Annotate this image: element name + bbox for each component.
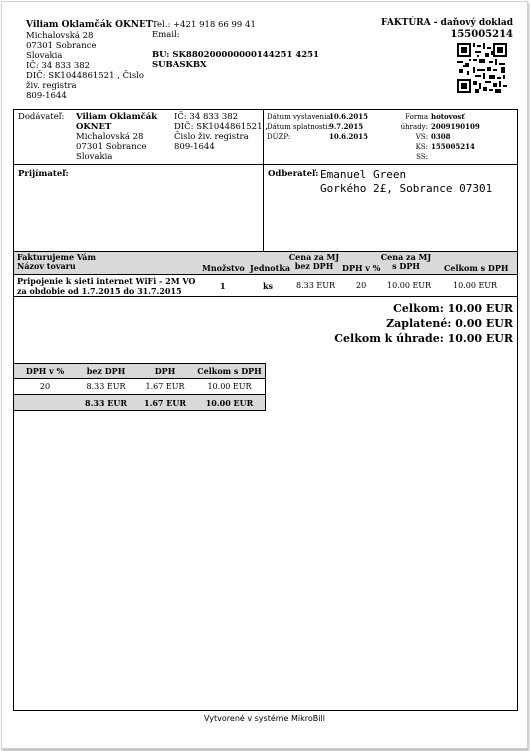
vat-rate: 20 (39, 382, 51, 391)
payment-method: hotovosť (431, 112, 465, 121)
vs-label: VS: (415, 133, 428, 141)
seller-bank-account: BU: SK880200000000144251 4251 (152, 50, 319, 60)
vat-col-rate: DPH v % (25, 366, 65, 376)
totals (334, 301, 513, 346)
recipient-label: Prijímateľ: (18, 169, 69, 179)
vat-total: 10.00 EUR (194, 379, 266, 395)
supplier-label: Dodávateľ: (18, 112, 65, 122)
duzp-date: 10.6.2015 (329, 132, 368, 141)
vat-sum-rate (14, 395, 76, 411)
due-amount: Celkom k úhrade: 10.00 EUR (334, 332, 513, 345)
supplier-ico: IČ: 34 833 382 (174, 112, 239, 122)
seller-bank (152, 50, 319, 70)
vat-sum-vat: 1.67 EUR (144, 397, 186, 408)
qr-code (457, 43, 507, 93)
vat-col-vat: DPH (154, 366, 176, 376)
items-bottom-line (14, 296, 517, 297)
supplier-reg1: Čislo živ. registra (174, 132, 249, 142)
items-header-title: Fakturujeme Vám (17, 252, 96, 262)
dates-values (329, 112, 368, 142)
vs-value: 2009190109 (431, 122, 480, 131)
due-date-label: Dátum splatnosti: (267, 123, 330, 131)
supplier-dic: DIČ: SK1044861521 , (174, 122, 268, 132)
payment-values (431, 112, 480, 152)
vat-sum-total: 10.00 EUR (194, 395, 266, 411)
ss-label: SS: (416, 153, 428, 161)
col-price (286, 253, 342, 271)
item-price: 8.33 EUR (296, 281, 335, 290)
invoice-number: 155005214 (450, 29, 513, 40)
supplier-details (76, 112, 157, 162)
invoice-title: FAKTÚRA - daňový doklad (380, 18, 513, 28)
seller-address (26, 31, 146, 101)
supplier-reg2: 809-1644 (174, 142, 215, 152)
col-total: Celkom s DPH (444, 263, 509, 273)
invoice-header (381, 18, 513, 40)
col-price-line1: Cena za MJ (288, 252, 340, 262)
item-name-line2: za obdobie od 1.7.2015 do 31.7.2015 (17, 286, 182, 296)
paid-amount: Zaplatené: 0.00 EUR (386, 317, 513, 330)
vat-col-total: Celkom s DPH (194, 364, 266, 379)
ks-value: 0308 (431, 132, 451, 141)
seller-city: 07301 Sobrance (26, 41, 97, 51)
col-price-line2: bez DPH (294, 261, 334, 271)
duzp-label: DÚZP: (267, 133, 291, 141)
supplier-city: 07301 Sobrance (76, 142, 147, 152)
vat-sum-base: 8.33 EUR (85, 397, 127, 408)
item-row-name (17, 276, 195, 296)
vat-base: 8.33 EUR (86, 382, 126, 391)
supplier-ids (174, 112, 268, 152)
item-unit: ks (263, 281, 274, 291)
seller-contact (152, 20, 256, 40)
issue-date: 10.6.2015 (329, 112, 368, 121)
dates-labels (267, 112, 333, 142)
seller-reg: 809-1644 (26, 91, 67, 101)
item-price-vat: 10.00 EUR (387, 281, 432, 290)
seller-tel: Tel.: +421 918 66 99 41 (152, 20, 256, 30)
col-price-vat (378, 253, 434, 271)
seller-bank-swift: SUBASKBX (152, 60, 207, 70)
col-name: Názov tovaru (17, 261, 76, 271)
customer-label: Odberateľ: (268, 169, 319, 179)
vat-table (14, 363, 266, 411)
seller-dic: DIČ: SK1044861521 , Čislo živ. registra (26, 71, 145, 91)
col-price-vat-line2: s DPH (392, 261, 420, 271)
divider-horizontal (13, 164, 517, 165)
vat-table-header (14, 364, 266, 379)
col-price-vat-line1: Cena za MJ (380, 252, 432, 262)
supplier-name2: OKNET (76, 122, 112, 132)
item-vat: 20 (356, 281, 367, 290)
seller-country: Slovakia (26, 51, 63, 61)
seller-street: Michalovská 28 (26, 31, 94, 41)
due-date: 9.7.2015 (329, 122, 364, 131)
seller-name: Viliam Oklamčák OKNET (26, 20, 153, 30)
item-name-line1: Pripojenie k sieti internet WiFi - 2M VO (17, 276, 196, 286)
customer-name: Emanuel Green (320, 168, 407, 181)
item-total: 10.00 EUR (453, 281, 498, 290)
item-qty: 1 (220, 281, 226, 291)
seller-ico: IČ: 34 833 382 (26, 61, 91, 71)
ss-value: 155005214 (431, 142, 475, 151)
vat-table-sum (14, 395, 266, 411)
customer-address: Gorkého 2£, Sobrance 07301 (320, 182, 493, 195)
payment-labels (378, 112, 428, 162)
col-unit: Jednotka (250, 263, 291, 273)
supplier-country: Slovakia (76, 152, 113, 162)
ks-label: KS: (415, 143, 428, 151)
col-qty: Množstvo (202, 263, 245, 273)
footer-text: Vytvorené v systéme MikroBill (204, 714, 325, 723)
supplier-name1: Viliam Oklamčák (76, 112, 158, 122)
items-header-left (17, 253, 96, 271)
vat-col-base: bez DPH (86, 366, 126, 376)
total-amount: Celkom: 10.00 EUR (393, 302, 513, 315)
seller-email: Email: (152, 30, 180, 40)
payment-label: Forma úhrady: (400, 113, 428, 131)
issue-date-label: Dátum vystavenia: (267, 113, 333, 121)
invoice-page (1, 1, 528, 749)
customer-details (320, 168, 492, 196)
col-vat: DPH v % (342, 263, 381, 273)
supplier-street: Michalovská 28 (76, 132, 144, 142)
vat-table-row (14, 379, 266, 395)
vat-amount: 1.67 EUR (145, 382, 185, 391)
